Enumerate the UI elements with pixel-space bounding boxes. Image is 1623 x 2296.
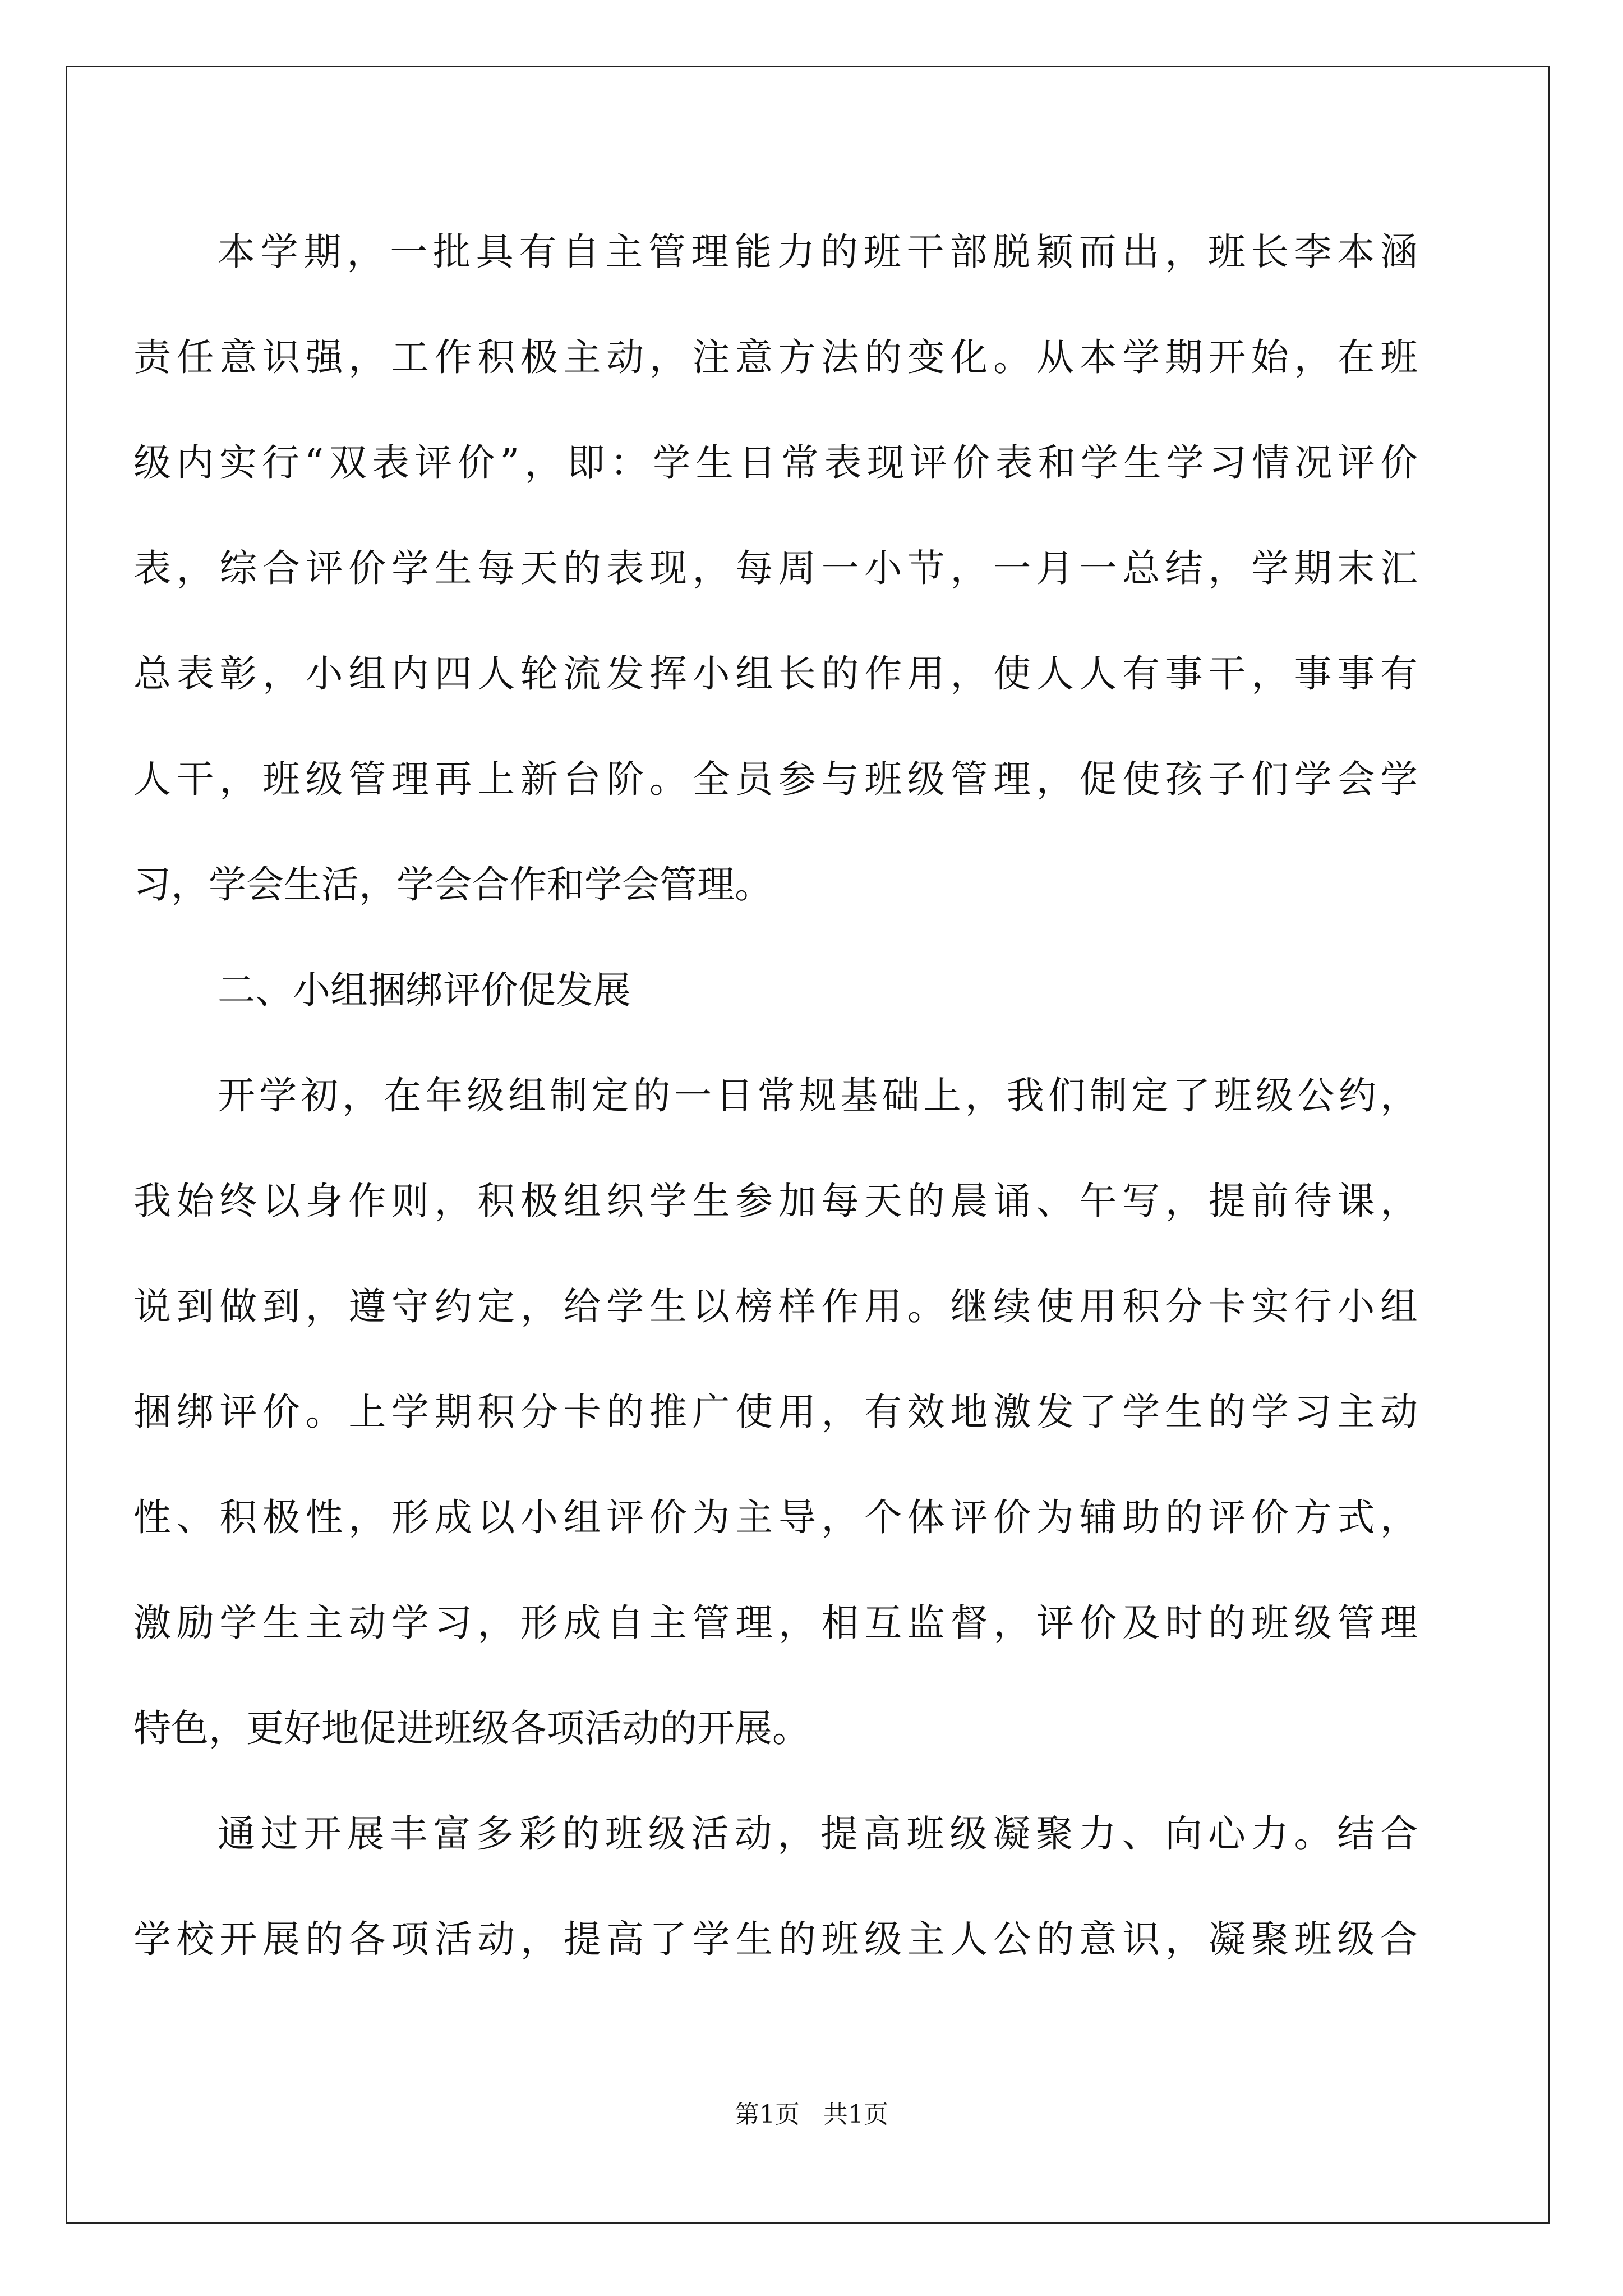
text-line: 开学初，在年级组制定的一日常规基础上，我们制定了班级公约， [218, 1074, 1418, 1117]
text-line: 级内实行“双表评价”，即：学生日常表现评价表和学生学习情况评价 [133, 441, 1418, 485]
text-line: 人干，班级管理再上新台阶。全员参与班级管理，促使孩子们学会学 [133, 757, 1418, 801]
section-heading [133, 937, 1418, 1043]
text-line: 学校开展的各项活动，提高了学生的班级主人公的意识，凝聚班级合 [133, 1917, 1418, 1961]
text-line: 我始终以身作则，积极组织学生参加每天的晨诵、午写，提前待课， [133, 1179, 1418, 1223]
paragraph [133, 199, 1418, 937]
page-footer: 第1页 共1页 [735, 2100, 888, 2129]
heading-text: 二、小组捆绑评价促发展 [218, 968, 631, 1012]
paragraph [133, 1043, 1418, 1781]
text-line: 习，学会生活，学会合作和学会管理。 [133, 863, 772, 907]
text-line: 特色，更好地促进班级各项活动的开展。 [133, 1706, 810, 1750]
text-line: 捆绑评价。上学期积分卡的推广使用，有效地激发了学生的学习主动 [133, 1390, 1418, 1434]
text-line: 总表彰，小组内四人轮流发挥小组长的作用，使人人有事干，事事有 [133, 652, 1418, 696]
text-line: 本学期，一批具有自主管理能力的班干部脱颖而出，班长李本涵 [218, 230, 1418, 274]
paragraph [133, 1781, 1418, 1992]
text-line: 说到做到，遵守约定，给学生以榜样作用。继续使用积分卡实行小组 [133, 1285, 1418, 1328]
text-line: 激励学生主动学习，形成自主管理，相互监督，评价及时的班级管理 [133, 1601, 1418, 1645]
text-line: 性、积极性，形成以小组评价为主导，个体评价为辅助的评价方式， [133, 1496, 1418, 1539]
text-line: 责任意识强，工作积极主动，注意方法的变化。从本学期开始，在班 [133, 335, 1418, 379]
text-line: 通过开展丰富多彩的班级活动，提高班级凝聚力、向心力。结合 [218, 1812, 1418, 1856]
text-line: 表，综合评价学生每天的表现，每周一小节，一月一总结，学期末汇 [133, 546, 1418, 590]
document-body [133, 199, 1418, 1992]
